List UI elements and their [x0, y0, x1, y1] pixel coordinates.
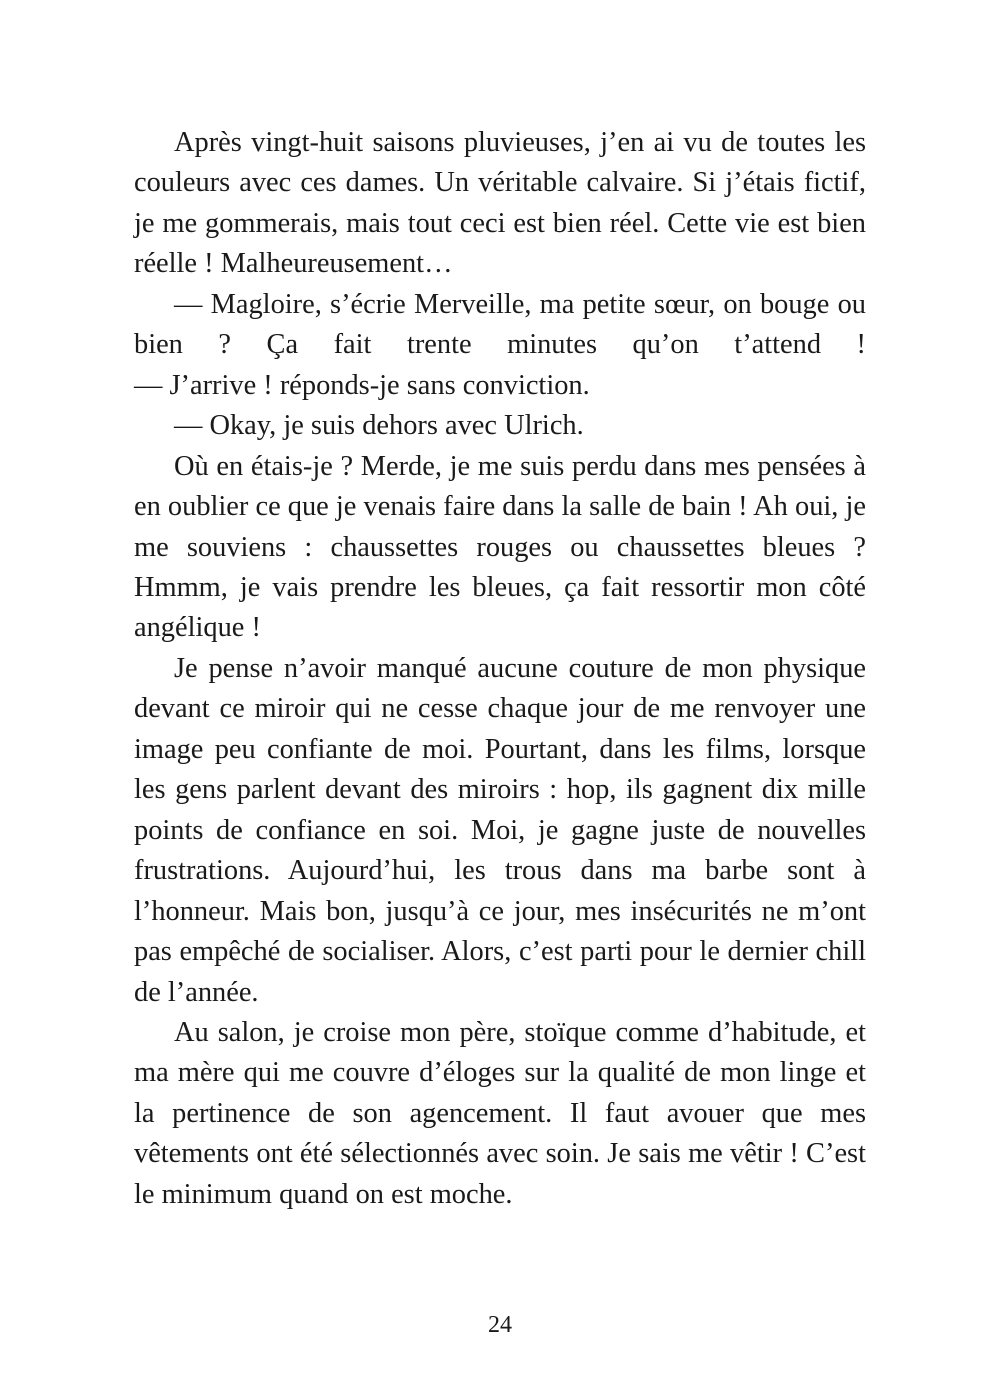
paragraph-4: Au salon, je croise mon père, stoïque comme d’habitude, et ma mère qui me couvre d’éloges sur la qualité de mon linge et la pertinence de son agencement. Il faut avouer que mes vêtements ont été sélectionnés avec soin. Je sais me vêtir ! C’est le minimum quand on est moche. [134, 1016, 866, 1210]
paragraph-dialogue-2: — J’arrive ! réponds-je sans conviction. [134, 369, 590, 401]
paragraph-2: Où en étais-je ? Merde, je me suis perdu dans mes pensées à en oublier ce que je venais faire dans la salle de bain ! Ah oui, je me souviens : chaussettes rouges ou chaussettes bleues ? Hmmm, je vais prendre les bleues, ça fait ressortir mon côté angélique ! [134, 450, 866, 644]
paragraph-3: Je pense n’avoir manqué aucune couture de mon physique devant ce miroir qui ne cesse chaque jour de me renvoyer une image peu confiante de moi. Pourtant, dans les films, lorsque les gens parlent devant des miroirs : hop, ils gagnent dix mille points de confiance en soi. Moi, je gagne juste de nouvelles frustrations. Aujourd’hui, les trous dans ma barbe sont à l’honneur. Mais bon, jusqu’à ce jour, mes insécurités ne m’ont pas empêché de socialiser. Alors, c’est parti pour le dernier chill de l’année. [134, 652, 866, 1008]
page-number: 24 [488, 1312, 512, 1338]
paragraph-dialogue-3: — Okay, je suis dehors avec Ulrich. [174, 410, 584, 442]
paragraph-1: Après vingt-huit saisons pluvieuses, j’en ai vu de toutes les couleurs avec ces dames. Un véritable calvaire. Si j’étais fictif, je me gommerais, mais tout ceci est bien réel. Cette vie est bien réelle ! Malheureusement… [134, 127, 866, 280]
paragraph-dialogue-1: — Magloire, s’écrie Merveille, ma petite sœur, on bouge ou bien ? Ça fait trente minutes qu’on t’attend ! [134, 288, 866, 361]
body-text [134, 123, 866, 1215]
